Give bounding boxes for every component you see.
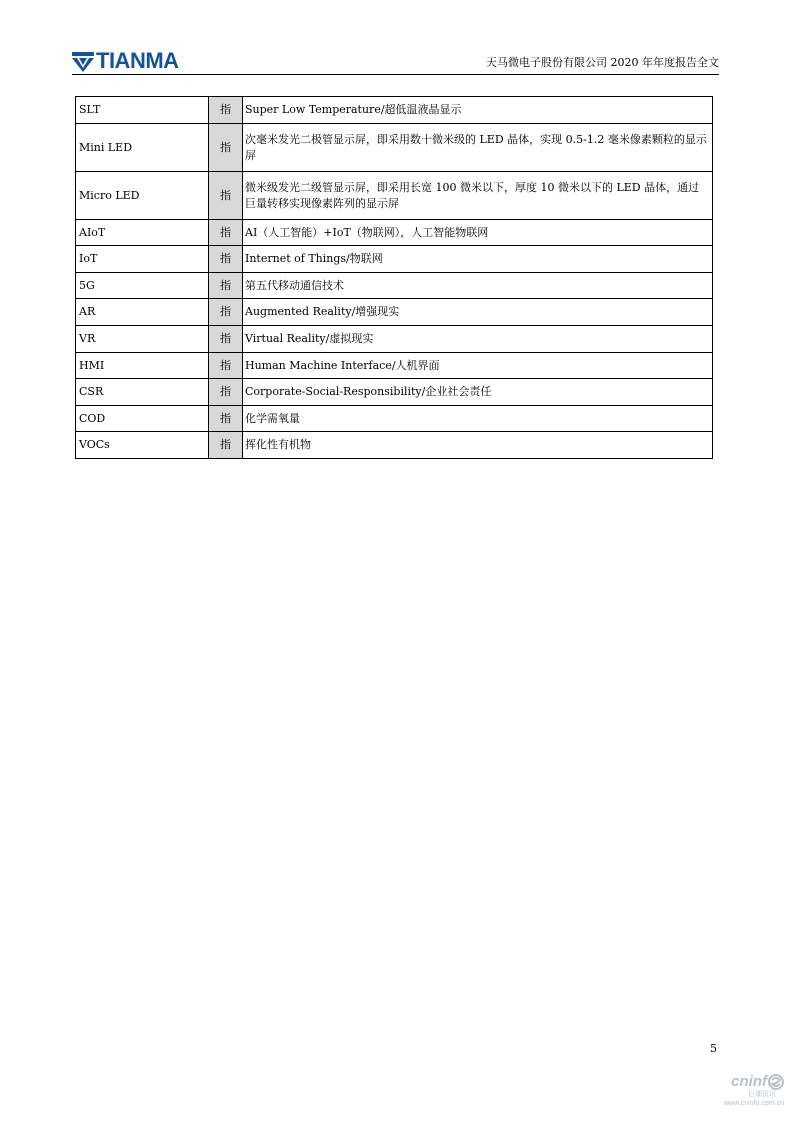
definition-cell: Super Low Temperature/超低温液晶显示 (243, 97, 713, 124)
term-cell: HMI (76, 353, 209, 379)
term-cell: Micro LED (76, 172, 209, 220)
mark-cell: 指 (209, 353, 243, 379)
cninfo-watermark (712, 1074, 784, 1114)
mark-cell: 指 (209, 406, 243, 432)
definition-cell: AI（人工智能）+IoT（物联网），人工智能物联网 (243, 220, 713, 246)
glossary-table-body (76, 97, 713, 459)
table-row (76, 353, 713, 379)
definition-cell: Virtual Reality/虚拟现实 (243, 326, 713, 353)
watermark-url: www.cninfo.com.cn (724, 1100, 784, 1107)
term-cell: SLT (76, 97, 209, 124)
definition-cell: Corporate-Social-Responsibility/企业社会责任 (243, 379, 713, 406)
logo-text: TIANMA (96, 48, 179, 73)
mark-cell: 指 (209, 172, 243, 220)
table-row (76, 273, 713, 299)
definition-cell: Human Machine Interface/人机界面 (243, 353, 713, 379)
term-cell: 5G (76, 273, 209, 299)
mark-cell: 指 (209, 220, 243, 246)
definition-cell: 化学需氧量 (243, 406, 713, 432)
cninfo-logo-icon (767, 1074, 784, 1090)
term-cell: IoT (76, 246, 209, 273)
mark-cell: 指 (209, 432, 243, 459)
term-cell: COD (76, 406, 209, 432)
term-cell: Mini LED (76, 124, 209, 172)
definition-cell: Internet of Things/物联网 (243, 246, 713, 273)
mark-cell: 指 (209, 326, 243, 353)
term-cell: CSR (76, 379, 209, 406)
term-cell: VR (76, 326, 209, 353)
watermark-brand: cninf (731, 1073, 767, 1090)
table-row (76, 299, 713, 326)
mark-cell: 指 (209, 246, 243, 273)
term-cell: AIoT (76, 220, 209, 246)
definition-cell: 第五代移动通信技术 (243, 273, 713, 299)
definition-cell: 微米级发光二级管显示屏，即采用长宽 100 微米以下，厚度 10 微米以下的 LED 晶体，通过巨量转移实现像素阵列的显示屏 (243, 172, 713, 220)
mark-cell: 指 (209, 124, 243, 172)
term-cell: VOCs (76, 432, 209, 459)
watermark-cn-name: 巨潮资讯 (748, 1091, 776, 1098)
glossary-table (75, 96, 713, 459)
table-row (76, 432, 713, 459)
table-row (76, 172, 713, 220)
definition-cell: 次毫米发光二极管显示屏，即采用数十微米级的 LED 晶体，实现 0.5-1.2 毫米像素颗粒的显示屏 (243, 124, 713, 172)
table-row (76, 124, 713, 172)
table-row (76, 406, 713, 432)
mark-cell: 指 (209, 273, 243, 299)
page-number: 5 (710, 1042, 717, 1055)
table-row (76, 220, 713, 246)
mark-cell: 指 (209, 299, 243, 326)
mark-cell: 指 (209, 97, 243, 124)
term-cell: AR (76, 299, 209, 326)
tianma-logo-icon (72, 50, 94, 72)
table-row (76, 246, 713, 273)
table-row (76, 97, 713, 124)
table-row (76, 379, 713, 406)
table-row (76, 326, 713, 353)
page-header (72, 48, 719, 75)
tianma-logo (72, 50, 179, 72)
definition-cell: Augmented Reality/增强现实 (243, 299, 713, 326)
definition-cell: 挥化性有机物 (243, 432, 713, 459)
document-title: 天马微电子股份有限公司 2020 年年度报告全文 (486, 56, 719, 69)
mark-cell: 指 (209, 379, 243, 406)
